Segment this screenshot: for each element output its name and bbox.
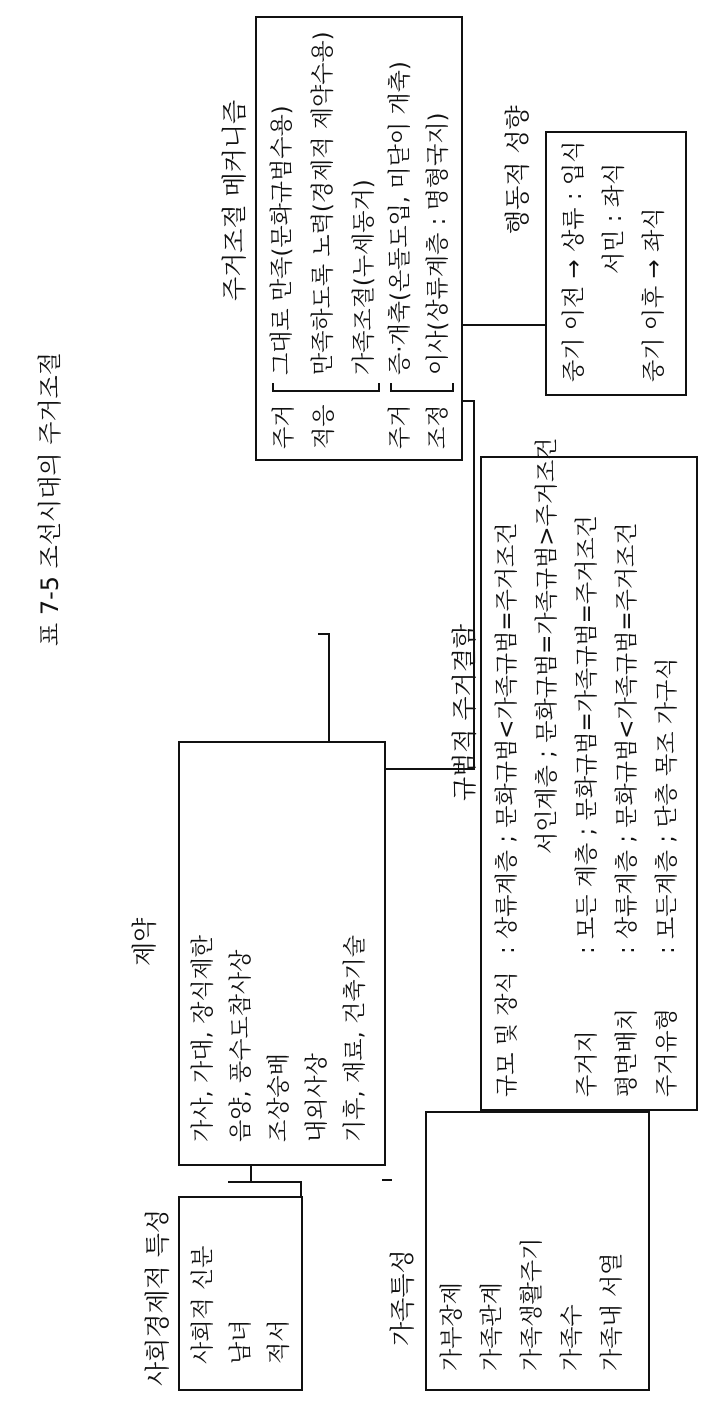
connector-line	[255, 1181, 256, 1183]
normative-label: 규모 및 장식	[494, 971, 520, 1097]
mechanism-box	[255, 16, 463, 461]
bracket-icon	[389, 381, 455, 393]
behavior-item: 중기 이전 → 상류 : 입식	[561, 140, 587, 382]
normative-text: : 모든계층 ; 단층 목조 가구식	[654, 657, 680, 954]
connector-line	[228, 1181, 252, 1183]
mechanism-group-label: 주거	[387, 404, 413, 449]
family-item: 가족관계	[479, 1282, 505, 1371]
socio-item: 사회적 신분	[190, 1245, 216, 1364]
figure-caption: 표 7-5 조선시대의 주거조절	[36, 352, 64, 646]
constraint-box	[178, 741, 386, 1166]
constraint-item: 내외사상	[304, 1053, 330, 1142]
family-item: 가족내 서열	[599, 1252, 625, 1371]
normative-text: : 상류계층 ; 문화규범<가족규범=주거조건	[614, 522, 640, 954]
normative-label: 주거유형	[654, 1008, 680, 1097]
constraint-item: 가사, 가대, 장식제한	[190, 935, 216, 1142]
mechanism-group-label: 주거	[271, 404, 297, 449]
mechanism-group-label: 조정	[425, 404, 451, 449]
socio-item: 남녀	[228, 1319, 254, 1364]
normative-label: 주거지	[574, 1030, 600, 1097]
normative-box	[480, 437, 698, 1111]
family-box	[425, 1111, 650, 1391]
socio-title: 사회경제적 특성	[143, 1209, 172, 1386]
socio-item: 적서	[266, 1319, 292, 1364]
normative-text: : 모든 계층 ; 문화규범=가족규범=주거조건	[574, 515, 600, 954]
mechanism-item: 증·개축(온돌도입, 미닫이 개축)	[387, 61, 413, 375]
mechanism-item: 그대로 만족(문화규범수용)	[269, 105, 295, 375]
socio-box	[178, 1196, 303, 1391]
normative-text: 서인계층 ; 문화규범=가족규범>주거조건	[534, 437, 560, 854]
normative-text: : 상류계층 ; 문화규범<가족규범=주거조건	[494, 522, 520, 954]
normative-label: 평면배치	[614, 1008, 640, 1097]
constraint-item: 기후, 재료, 건축기술	[342, 935, 368, 1142]
bracket-icon	[271, 381, 381, 393]
family-item: 가족수	[559, 1304, 585, 1371]
mechanism-group-label: 적응	[311, 404, 337, 449]
mechanism-title: 주거조절 메커니즘	[220, 99, 249, 301]
behavior-box	[545, 131, 687, 396]
family-title: 가족특성	[388, 1249, 417, 1346]
constraint-item: 음양, 풍수도참사상	[228, 949, 254, 1142]
normative-title: 규범적 주거결함	[450, 624, 479, 801]
connector-line	[460, 324, 550, 326]
mechanism-item: 만족하도록 노력(경제적 제약수용)	[310, 31, 336, 375]
constraint-title: 제약	[130, 917, 159, 966]
connector-line	[250, 1181, 302, 1183]
family-item: 가족생활주기	[519, 1237, 545, 1371]
constraint-item: 조상숭배	[266, 1053, 292, 1142]
mechanism-item: 이사(상류계층 : 명형국지)	[425, 112, 451, 375]
behavior-title: 행동적 성향	[503, 105, 532, 234]
family-item: 가부장제	[439, 1282, 465, 1371]
connector-line	[318, 633, 330, 635]
mechanism-item: 가족조절(누세동거)	[351, 179, 377, 375]
behavior-item: 서민 : 좌식	[601, 162, 627, 274]
behavior-item: 중기 이후 → 좌식	[641, 207, 667, 382]
connector-line	[382, 1179, 392, 1181]
